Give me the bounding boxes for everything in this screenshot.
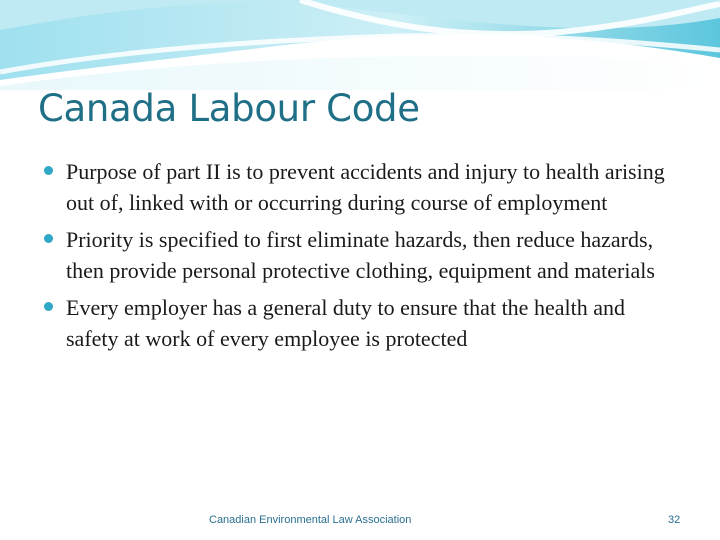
slide-title: Canada Labour Code	[38, 87, 420, 130]
bullet-item	[42, 224, 682, 286]
footer-organization: Canadian Environmental Law Association	[209, 514, 412, 526]
bullet-text: Every employer has a general duty to ensure that the health and safety at work of every employee is protected	[66, 295, 625, 351]
bullet-item	[42, 156, 682, 218]
bullet-item	[42, 292, 682, 354]
bullet-dot-icon	[44, 234, 53, 243]
bullet-dot-icon	[44, 302, 53, 311]
bullet-dot-icon	[44, 166, 53, 175]
bullet-text: Priority is specified to first eliminate hazards, then reduce hazards, then provide personal protective clothing, equipment and materials	[66, 227, 655, 283]
bullet-text: Purpose of part II is to prevent accidents and injury to health arising out of, linked with or occurring during course of employment	[66, 159, 665, 215]
header-wave-decoration	[0, 0, 720, 90]
bullet-list	[42, 156, 682, 360]
page-number: 32	[668, 514, 681, 526]
